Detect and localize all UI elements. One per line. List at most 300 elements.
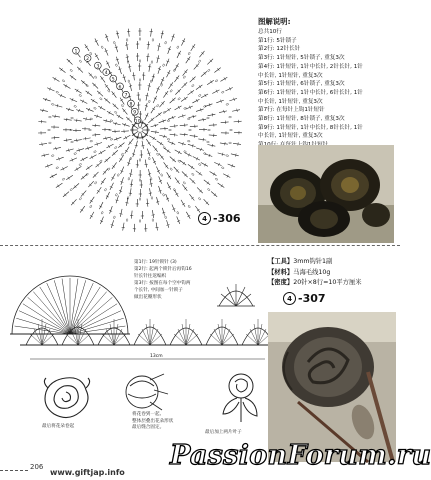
stitch-mark bbox=[159, 176, 162, 183]
footer-url: www.giftjap.info bbox=[50, 468, 125, 477]
stitch-mark bbox=[141, 132, 143, 140]
stitch-mark bbox=[106, 144, 113, 148]
stitch-crossbar bbox=[221, 184, 223, 187]
stitch-mark bbox=[86, 108, 93, 111]
stitch-mark bbox=[181, 38, 185, 45]
stitch-mark bbox=[166, 59, 169, 66]
stitch-mark bbox=[94, 115, 102, 117]
stitch-mark bbox=[123, 74, 125, 82]
chain-stitch bbox=[62, 178, 65, 181]
stitch-mark bbox=[83, 138, 91, 139]
stitch-mark bbox=[178, 115, 186, 117]
stitch-mark bbox=[172, 204, 175, 211]
stitch-mark bbox=[186, 212, 190, 219]
stitch-mark bbox=[186, 106, 193, 109]
petal-stitch bbox=[114, 329, 122, 345]
stitch-mark bbox=[121, 177, 124, 185]
stitch-mark bbox=[181, 200, 185, 207]
stitch-mark bbox=[170, 126, 178, 127]
legend-line: 第1行: 5针锁子 bbox=[258, 37, 297, 44]
step-line: 第2行: 起两个锁针后再钩16 bbox=[134, 267, 192, 272]
stitch-mark bbox=[74, 120, 82, 121]
svg-text:3: 3 bbox=[96, 64, 100, 70]
chain-stitch bbox=[207, 69, 210, 72]
legend-line: 中长针, 1针短针, 重复3次 bbox=[258, 133, 323, 140]
chain-stitch bbox=[62, 79, 65, 82]
tools-key: 【工具】 bbox=[268, 258, 294, 265]
stitch-crossbar bbox=[97, 190, 100, 192]
stitch-crossbar bbox=[122, 227, 125, 228]
chain-stitch bbox=[178, 97, 181, 100]
stitch-mark bbox=[192, 99, 199, 103]
round-number-marker bbox=[123, 91, 130, 98]
caption-right: 最后加上两片叶子 bbox=[205, 430, 242, 435]
stitch-mark bbox=[174, 190, 178, 197]
stitch-mark bbox=[182, 171, 188, 177]
stitch-crossbar bbox=[187, 58, 190, 60]
wrap-flower-diagram bbox=[120, 372, 170, 412]
stitch-mark bbox=[112, 150, 118, 155]
legend-line: 第8行: 1针短针, 8针锁子, 重复3次 bbox=[258, 116, 345, 123]
petal-stitch bbox=[250, 329, 258, 345]
chain-stitch bbox=[165, 41, 167, 44]
chain-stitch bbox=[56, 91, 59, 94]
caption-left: 最后将花朵卷起 bbox=[42, 424, 75, 429]
chain-stitch bbox=[110, 138, 113, 140]
petal-stitch bbox=[178, 329, 186, 345]
chain-stitch bbox=[198, 94, 201, 97]
flower-photo-306 bbox=[258, 145, 394, 243]
chain-stitch bbox=[148, 157, 150, 160]
stitch-mark bbox=[113, 123, 121, 125]
chain-stitch bbox=[74, 105, 77, 107]
stitch-mark bbox=[93, 172, 99, 178]
stitch-mark bbox=[97, 91, 103, 96]
stitch-crossbar bbox=[191, 91, 193, 94]
stitch-crossbar bbox=[119, 214, 122, 215]
stitch-mark bbox=[77, 67, 83, 73]
stitch-mark bbox=[121, 131, 129, 132]
stitch-mark bbox=[105, 48, 108, 55]
stitch-crossbar bbox=[212, 113, 213, 116]
petal-stitch bbox=[78, 329, 86, 345]
stitch-mark bbox=[180, 134, 188, 135]
stitch-crossbar bbox=[148, 174, 151, 175]
legend-line: 中长针, 1针短针, 重复3次 bbox=[258, 98, 323, 105]
stitch-crossbar bbox=[170, 84, 173, 86]
step-line: 针长针往返编织 bbox=[134, 274, 167, 279]
stitch-mark bbox=[107, 111, 114, 115]
stitch-mark bbox=[170, 134, 178, 135]
stitch-mark bbox=[216, 100, 224, 103]
stitch-crossbar bbox=[168, 176, 171, 178]
stitch-mark bbox=[232, 110, 240, 112]
stitch-crossbar bbox=[152, 108, 155, 110]
chain-stitch bbox=[160, 174, 163, 177]
chain-stitch bbox=[167, 138, 170, 140]
stitch-crossbar bbox=[116, 33, 119, 34]
stitch-mark bbox=[185, 153, 192, 157]
stitch-mark bbox=[147, 149, 150, 156]
chain-stitch bbox=[94, 181, 97, 184]
stitch-mark bbox=[66, 149, 74, 151]
stitch-mark bbox=[175, 150, 182, 154]
stitch-mark bbox=[209, 135, 217, 136]
chain-stitch bbox=[207, 141, 210, 143]
stitch-crossbar bbox=[101, 181, 104, 183]
stitch-mark bbox=[92, 83, 98, 89]
stitch-crossbar bbox=[126, 57, 129, 58]
stitch-mark bbox=[159, 135, 167, 137]
stitch-mark bbox=[129, 64, 130, 72]
stitch-mark bbox=[66, 109, 74, 111]
stitch-mark bbox=[98, 106, 105, 110]
chain-stitch bbox=[188, 52, 191, 55]
stitch-mark bbox=[119, 66, 122, 74]
pattern-id-306: 4 -306 bbox=[198, 212, 241, 225]
chain-stitch bbox=[93, 107, 96, 110]
chain-stitch bbox=[139, 79, 141, 82]
stitch-mark bbox=[92, 125, 100, 126]
stitch-crossbar bbox=[199, 172, 201, 175]
stitch-mark bbox=[95, 39, 99, 46]
stitch-mark bbox=[205, 154, 213, 157]
chain-stitch bbox=[221, 91, 224, 94]
stitch-crossbar bbox=[93, 99, 95, 102]
svg-text:1: 1 bbox=[74, 49, 78, 55]
stitch-crossbar bbox=[125, 150, 128, 152]
chain-stitch bbox=[139, 99, 141, 102]
stitch-mark bbox=[126, 42, 127, 50]
stitch-crossbar bbox=[148, 86, 151, 87]
chain-stitch bbox=[191, 84, 194, 87]
stitch-mark bbox=[234, 121, 242, 122]
stitch-mark bbox=[122, 124, 130, 127]
stitch-mark bbox=[117, 31, 119, 39]
stitch-crossbar bbox=[145, 95, 148, 96]
chain-stitch bbox=[89, 205, 92, 208]
stitch-crossbar bbox=[148, 142, 151, 144]
chain-stitch bbox=[215, 178, 218, 181]
stitch-mark bbox=[145, 160, 146, 168]
stitch-mark bbox=[161, 31, 163, 39]
stitch-crossbar bbox=[85, 46, 88, 48]
stitch-mark bbox=[123, 223, 124, 231]
stitch-mark bbox=[128, 158, 131, 166]
svg-text:4: 4 bbox=[104, 71, 108, 77]
stitch-mark bbox=[111, 220, 113, 228]
legend-line: 总共10行 bbox=[258, 29, 282, 35]
tools-value: 3mm钩针1副 bbox=[293, 258, 333, 265]
stitch-crossbar bbox=[87, 167, 89, 170]
petal-stitch bbox=[70, 329, 78, 345]
stitch-mark bbox=[110, 183, 114, 190]
legend-line: 第3行: 1针短针, 5针锁子, 重复3次 bbox=[258, 55, 345, 62]
chain-stitch bbox=[226, 103, 229, 105]
stitch-crossbar bbox=[145, 164, 148, 165]
chain-stitch bbox=[79, 60, 82, 63]
stitch-mark bbox=[197, 187, 203, 193]
stitch-mark bbox=[55, 105, 63, 107]
chain-stitch bbox=[126, 39, 128, 42]
stitch-mark bbox=[188, 144, 196, 146]
stitch-crossbar bbox=[160, 142, 162, 145]
svg-text:9: 9 bbox=[133, 110, 137, 116]
chain-stitch bbox=[230, 129, 233, 131]
legend-line: 第9行: 1针短针, 1针中长针, 8针长针, 1针 bbox=[258, 124, 363, 131]
stitch-mark bbox=[131, 179, 132, 187]
step-line: 第1行: 19针锁针 (3) bbox=[134, 260, 177, 265]
stitch-mark bbox=[64, 84, 71, 88]
chain-stitch bbox=[48, 129, 51, 131]
svg-text:7: 7 bbox=[124, 93, 128, 99]
stitch-mark bbox=[214, 162, 221, 165]
tools-line bbox=[268, 278, 362, 289]
stitch-crossbar bbox=[120, 158, 123, 160]
stitch-mark bbox=[70, 99, 77, 102]
chain-stitch bbox=[177, 211, 180, 214]
chain-stitch bbox=[229, 116, 232, 118]
chain-stitch bbox=[198, 197, 201, 200]
chain-stitch bbox=[148, 100, 150, 103]
stitch-mark bbox=[174, 167, 179, 173]
stitch-crossbar bbox=[76, 168, 78, 171]
watermark: PassionForum.ru bbox=[170, 440, 431, 471]
round-number-marker bbox=[131, 108, 138, 115]
stitch-crossbar bbox=[203, 118, 204, 121]
stitch-mark bbox=[190, 126, 198, 127]
pattern-id-307: 4 -307 bbox=[283, 292, 326, 305]
stitch-mark bbox=[120, 209, 122, 217]
chain-stitch bbox=[170, 89, 173, 92]
stitch-mark bbox=[168, 141, 175, 144]
stitch-mark bbox=[175, 63, 179, 70]
stitch-mark bbox=[162, 208, 164, 216]
svg-text:10: 10 bbox=[134, 119, 141, 125]
stitch-mark bbox=[172, 34, 175, 42]
tools-materials bbox=[268, 257, 362, 289]
stitch-mark bbox=[228, 164, 235, 167]
chain-stitch bbox=[177, 46, 180, 49]
svg-text:5: 5 bbox=[111, 77, 115, 83]
stitch-mark bbox=[121, 167, 124, 174]
stitch-mark bbox=[152, 74, 154, 82]
stitch-crossbar bbox=[168, 108, 170, 111]
stitch-mark bbox=[99, 150, 106, 154]
stitch-mark bbox=[157, 55, 159, 63]
stitch-mark bbox=[130, 169, 132, 177]
stitch-mark bbox=[180, 125, 188, 126]
round-number-marker bbox=[128, 100, 135, 107]
stitch-mark bbox=[167, 220, 169, 228]
round-number-marker bbox=[117, 83, 124, 90]
circular-crochet-diagram bbox=[30, 20, 250, 240]
stitch-mark bbox=[126, 198, 127, 206]
stitch-mark bbox=[128, 29, 129, 37]
petal-stitch bbox=[106, 329, 114, 345]
petal-stitch bbox=[258, 329, 266, 345]
stitch-mark bbox=[110, 206, 113, 214]
stitch-mark bbox=[47, 88, 54, 91]
stitch-mark bbox=[76, 110, 84, 112]
stitch-mark bbox=[210, 171, 217, 175]
stitch-mark bbox=[130, 188, 131, 196]
stitch-mark bbox=[103, 120, 111, 122]
chain-stitch bbox=[115, 193, 117, 196]
petal-stitch bbox=[150, 329, 158, 345]
chain-stitch bbox=[207, 117, 210, 119]
chain-stitch bbox=[49, 116, 52, 118]
stitch-mark bbox=[223, 174, 230, 178]
stitch-mark bbox=[158, 43, 160, 51]
footer-rule bbox=[0, 470, 28, 471]
petal-stitch bbox=[42, 329, 50, 345]
stitch-mark bbox=[70, 158, 77, 161]
chain-stitch bbox=[139, 198, 141, 201]
stitch-crossbar bbox=[212, 144, 213, 147]
round-number-marker bbox=[94, 62, 101, 69]
svg-text:2: 2 bbox=[86, 57, 90, 63]
chain-stitch bbox=[198, 60, 201, 63]
stitch-mark bbox=[99, 202, 103, 209]
stitch-mark bbox=[64, 119, 72, 120]
stitch-mark bbox=[92, 134, 100, 135]
stitch-mark bbox=[58, 94, 65, 97]
stitch-crossbar bbox=[192, 46, 195, 48]
stitch-crossbar bbox=[165, 165, 168, 167]
stitch-mark bbox=[148, 83, 150, 91]
stitch-mark bbox=[126, 117, 132, 123]
chain-stitch bbox=[107, 89, 110, 92]
chain-stitch bbox=[173, 188, 176, 191]
chain-stitch bbox=[170, 168, 173, 171]
rolled-flower-diagram bbox=[38, 372, 94, 424]
stitch-mark bbox=[116, 196, 118, 204]
stitch-mark bbox=[229, 98, 237, 100]
stitch-mark bbox=[64, 139, 72, 140]
stitch-mark bbox=[80, 100, 87, 104]
stitch-mark bbox=[131, 211, 132, 219]
legend-line: 第6行: 1针短针, 1针中长针, 6针长针, 1针 bbox=[258, 89, 363, 96]
stitch-crossbar bbox=[68, 177, 70, 180]
stitch-crossbar bbox=[150, 184, 153, 185]
petal-stitch bbox=[186, 329, 194, 345]
stitch-crossbar bbox=[210, 81, 212, 84]
chain-stitch bbox=[70, 188, 73, 191]
round-number-marker bbox=[134, 117, 141, 124]
stitch-mark bbox=[175, 89, 181, 95]
chain-stitch bbox=[162, 193, 164, 196]
stitch-mark bbox=[80, 157, 87, 161]
stitch-crossbar bbox=[177, 181, 180, 183]
stitch-mark bbox=[115, 44, 117, 52]
stitch-mark bbox=[137, 132, 139, 140]
stitch-mark bbox=[167, 182, 171, 189]
stitch-mark bbox=[104, 157, 110, 162]
stitch-crossbar bbox=[167, 150, 169, 153]
stitch-mark bbox=[148, 169, 150, 177]
stitch-mark bbox=[43, 99, 51, 101]
chain-stitch bbox=[51, 103, 54, 105]
stitch-mark bbox=[61, 167, 68, 171]
stitch-crossbar bbox=[125, 203, 128, 204]
chain-stitch bbox=[215, 79, 218, 82]
stitch-mark bbox=[188, 116, 196, 118]
stitch-crossbar bbox=[112, 166, 115, 168]
stitch-crossbar bbox=[199, 85, 201, 88]
stitch-mark bbox=[114, 137, 121, 140]
stitch-crossbar bbox=[237, 109, 238, 112]
stitch-crossbar bbox=[128, 67, 131, 68]
stitch-crossbar bbox=[129, 86, 132, 87]
stitch-mark bbox=[225, 88, 232, 91]
stitch-mark bbox=[152, 157, 155, 164]
svg-text:8: 8 bbox=[129, 102, 133, 108]
chain-stitch bbox=[107, 168, 110, 171]
caption-center: 将花卷到一起, 整体层叠出花朵形状 最后缝合固定。 bbox=[132, 412, 174, 430]
stitch-mark bbox=[170, 98, 176, 103]
stitch-crossbar bbox=[87, 91, 89, 94]
chain-stitch bbox=[71, 141, 74, 143]
stitch-mark bbox=[149, 64, 150, 72]
chain-stitch bbox=[162, 64, 164, 67]
stitch-crossbar bbox=[118, 115, 120, 118]
stitch-mark bbox=[133, 149, 135, 157]
stitch-mark bbox=[41, 154, 49, 156]
chain-stitch bbox=[208, 129, 211, 131]
step-line: 个长针, 中间加一针锁子 bbox=[134, 288, 183, 293]
chain-stitch bbox=[90, 140, 93, 142]
stitch-mark bbox=[157, 197, 159, 205]
stitch-mark bbox=[85, 147, 93, 150]
stitch-mark bbox=[116, 57, 118, 65]
stitch-mark bbox=[120, 186, 122, 194]
stitch-mark bbox=[201, 94, 208, 98]
chain-stitch bbox=[115, 64, 117, 67]
stitch-mark bbox=[151, 125, 159, 127]
chain-stitch bbox=[151, 61, 153, 64]
stitch-mark bbox=[74, 140, 82, 141]
chain-stitch bbox=[101, 211, 104, 214]
legend-line: 第2行: 12针长针 bbox=[258, 46, 301, 53]
step-line: 做出花瓣形状 bbox=[134, 295, 162, 300]
stitch-mark bbox=[39, 143, 47, 144]
chain-stitch bbox=[156, 104, 159, 107]
stitch-mark bbox=[45, 164, 52, 167]
stitch-mark bbox=[145, 103, 147, 111]
stitch-mark bbox=[142, 141, 143, 149]
stitch-mark bbox=[52, 116, 60, 117]
petal-row-chart bbox=[20, 305, 275, 367]
stitch-mark bbox=[133, 72, 134, 80]
chain-stitch bbox=[126, 219, 128, 222]
stitch-mark bbox=[152, 210, 153, 218]
stitch-mark bbox=[67, 59, 73, 65]
stitch-mark bbox=[51, 137, 59, 138]
chain-stitch bbox=[71, 117, 74, 119]
chain-stitch bbox=[79, 163, 82, 166]
stitch-mark bbox=[136, 141, 138, 149]
stitch-mark bbox=[90, 212, 94, 219]
stitch-mark bbox=[130, 83, 132, 91]
chain-stitch bbox=[188, 205, 191, 208]
stitch-mark bbox=[218, 153, 226, 155]
stitch-mark bbox=[181, 82, 187, 88]
page-number: 206 bbox=[30, 463, 44, 471]
stitch-mark bbox=[159, 186, 162, 194]
chain-stitch bbox=[152, 219, 154, 222]
chain-stitch bbox=[56, 167, 59, 170]
